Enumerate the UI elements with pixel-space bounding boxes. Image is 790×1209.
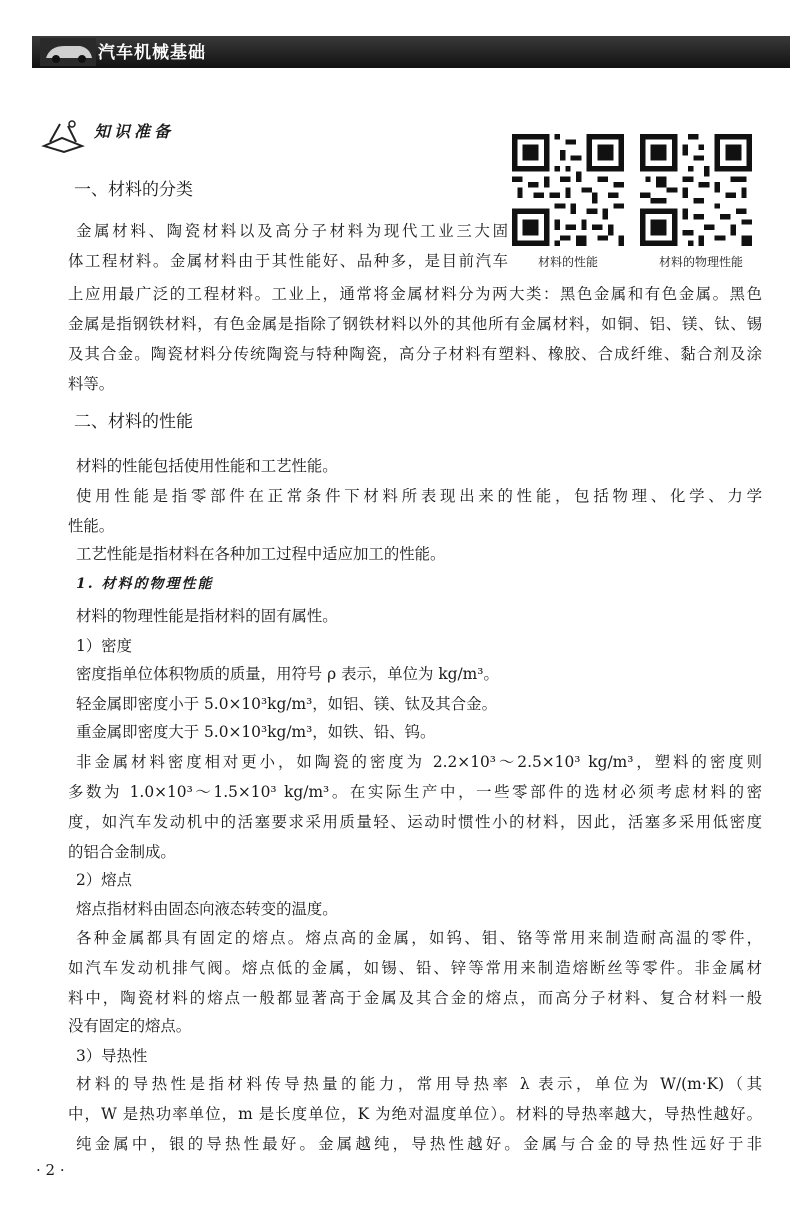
paragraph-line: 没有固定的熔点。: [68, 1017, 192, 1035]
paragraph-line: 工艺性能是指材料在各种加工过程中适应加工的性能。: [76, 545, 446, 563]
paragraph-line: 材料的物理性能是指材料的固有属性。: [76, 607, 338, 625]
paragraph-line: 中，W 是热功率单位，m 是长度单位，K 为绝对温度单位）。材料的导热率越大，导热性越好。: [68, 1105, 762, 1123]
subheading-physical: 1. 材料的物理性能: [76, 576, 214, 592]
paragraph-line: 体工程材料。金属材料由于其性能好、品种多，是目前汽车: [68, 252, 508, 270]
paragraph-line: 金属材料、陶瓷材料以及高分子材料为现代工业三大固: [76, 222, 508, 240]
list-label: 2）熔点: [76, 871, 132, 889]
paragraph-line: 纯金属中，银的导热性最好。金属越纯，导热性越好。金属与合金的导热性远好于非: [76, 1135, 762, 1153]
paragraph-line: 金属是指钢铁材料，有色金属是指除了钢铁材料以外的其他所有金属材料，如铜、铝、镁、钛、锡: [68, 315, 762, 333]
paragraph-line: 材料的性能包括使用性能和工艺性能。: [76, 457, 338, 475]
heading-properties: 二、材料的性能: [74, 412, 193, 432]
paragraph-line: 使用性能是指零部件在正常条件下材料所表现出来的性能，包括物理、化学、力学: [76, 487, 762, 505]
paragraph-line: 材料的导热性是指材料传导热量的能力，常用导热率 λ 表示，单位为 W/(m·K)（其: [76, 1075, 762, 1093]
paragraph-line: 熔点指材料由固态向液态转变的温度。: [76, 900, 338, 918]
book-pen-icon: [40, 116, 86, 154]
qr-caption: 材料的物理性能: [658, 255, 743, 269]
paragraph-line: 度，如汽车发动机中的活塞要求采用质量轻、运动时惯性小的材料，因此，活塞多采用低密度: [68, 813, 762, 831]
car-logo-icon: [40, 38, 96, 66]
list-label: 1）密度: [76, 637, 132, 655]
paragraph-line: 各种金属都具有固定的熔点。熔点高的金属，如钨、钼、铬等常用来制造耐高温的零件，: [76, 929, 762, 947]
qr-code-icon[interactable]: [640, 134, 752, 246]
paragraph-line: 料中，陶瓷材料的熔点一般都显著高于金属及其合金的熔点，而高分子材料、复合材料一般: [68, 989, 762, 1007]
paragraph-line: 密度指单位体积物质的质量，用符号 ρ 表示，单位为 kg/m³。: [76, 665, 499, 683]
paragraph-line: 上应用最广泛的工程材料。工业上，通常将金属材料分为两大类：黑色金属和有色金属。黑色: [68, 285, 762, 303]
heading-classification: 一、材料的分类: [74, 180, 193, 200]
section-label: 知识准备: [94, 122, 175, 141]
paragraph-line: 非金属材料密度相对更小，如陶瓷的密度为 2.2×10³～2.5×10³ kg/m³，塑料的密度则: [76, 753, 762, 771]
page-number: · 2 ·: [36, 1161, 65, 1179]
paragraph-line: 轻金属即密度小于 5.0×10³kg/m³，如铝、镁、钛及其合金。: [76, 695, 497, 713]
paragraph-line: 重金属即密度大于 5.0×10³kg/m³，如铁、铅、钨。: [76, 723, 436, 741]
paragraph-line: 性能。: [68, 517, 115, 535]
paragraph-line: 的铝合金制成。: [68, 843, 176, 861]
qr-code-icon[interactable]: [512, 134, 624, 246]
paragraph-line: 料等。: [68, 375, 115, 393]
paragraph-line: 如汽车发动机排气阀。熔点低的金属，如锡、铅、锌等常用来制造熔断丝等零件。非金属材: [68, 959, 762, 977]
paragraph-line: 多数为 1.0×10³～1.5×10³ kg/m³。在实际生产中，一些零部件的选材必须考虑材料的密: [68, 783, 762, 801]
book-title: 汽车机械基础: [98, 43, 206, 63]
list-label: 3）导热性: [76, 1047, 148, 1065]
paragraph-line: 及其合金。陶瓷材料分传统陶瓷与特种陶瓷，高分子材料有塑料、橡胶、合成纤维、黏合剂及涂: [68, 345, 762, 363]
qr-caption: 材料的性能: [537, 255, 598, 269]
